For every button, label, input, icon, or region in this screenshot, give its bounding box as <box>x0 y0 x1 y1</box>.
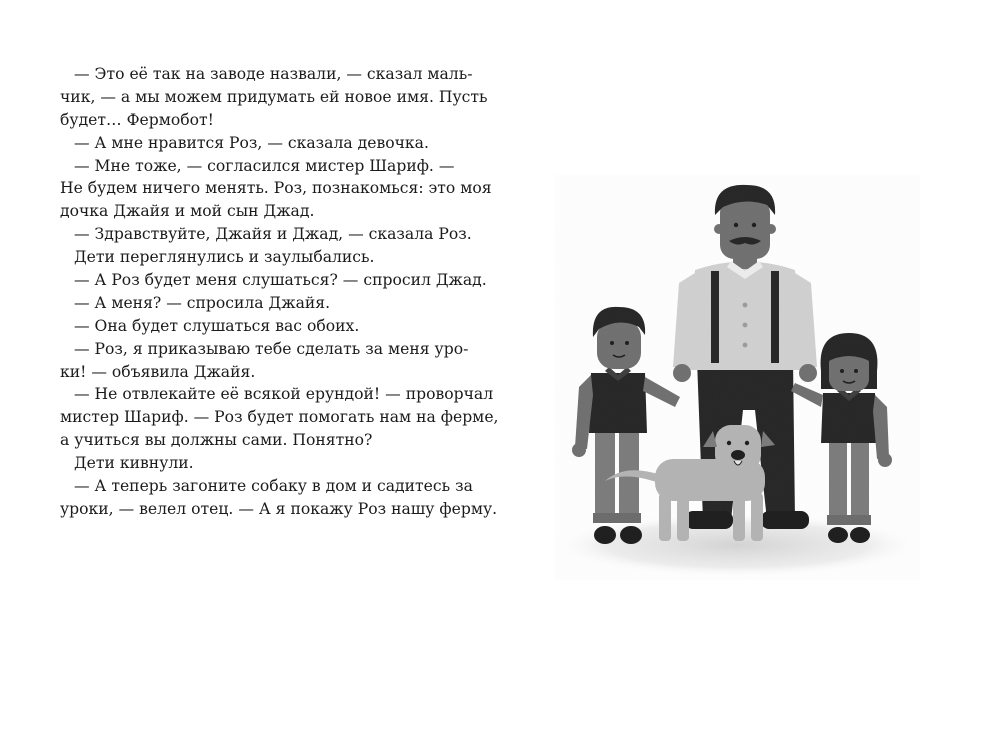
text-line: — Роз, я приказываю тебе сделать за меня уро- <box>74 339 469 358</box>
text-line: — А мне нравится Роз, — сказала девочка. <box>74 133 429 152</box>
text-line: — А меня? — спросила Джайя. <box>74 293 331 312</box>
text-line: Дети переглянулись и заулыбались. <box>74 248 375 267</box>
text-line: дочка Джайя и мой сын Джад. <box>60 202 315 221</box>
text-line: чик, — а мы можем придумать ей новое имя. Пусть <box>60 87 488 106</box>
text-line: уроки, — велел отец. — А я покажу Роз нашу ферму. <box>60 499 498 518</box>
text-line: ки! — объявила Джайя. <box>60 362 256 381</box>
text-line: — А теперь загоните собаку в дом и садитесь за <box>74 477 473 496</box>
text-line: — Здравствуйте, Джайя и Джад, — сказала Роз. <box>74 225 472 244</box>
text-line: мистер Шариф. — Роз будет помогать нам на ферме, <box>60 408 499 427</box>
text-line: — А Роз будет меня слушаться? — спросил Джад. <box>74 271 487 290</box>
text-line: — Не отвлекайте её всякой ерундой! — проворчал <box>74 385 494 404</box>
grain-overlay <box>555 175 920 580</box>
text-line: — Мне тоже, — согласился мистер Шариф. — <box>74 156 455 175</box>
story-text <box>60 63 499 521</box>
family-with-dog-illustration <box>555 175 920 580</box>
illustration-svg <box>555 175 920 580</box>
text-line: будет… Фермобот! <box>60 110 214 129</box>
text-line: Не будем ничего менять. Роз, познакомься: это моя <box>60 179 492 198</box>
text-line: а учиться вы должны сами. Понятно? <box>60 431 373 450</box>
text-line: — Это её так на заводе назвали, — сказал маль- <box>74 65 473 83</box>
text-line: — Она будет слушаться вас обоих. <box>74 316 360 335</box>
text-line: Дети кивнули. <box>74 454 194 473</box>
